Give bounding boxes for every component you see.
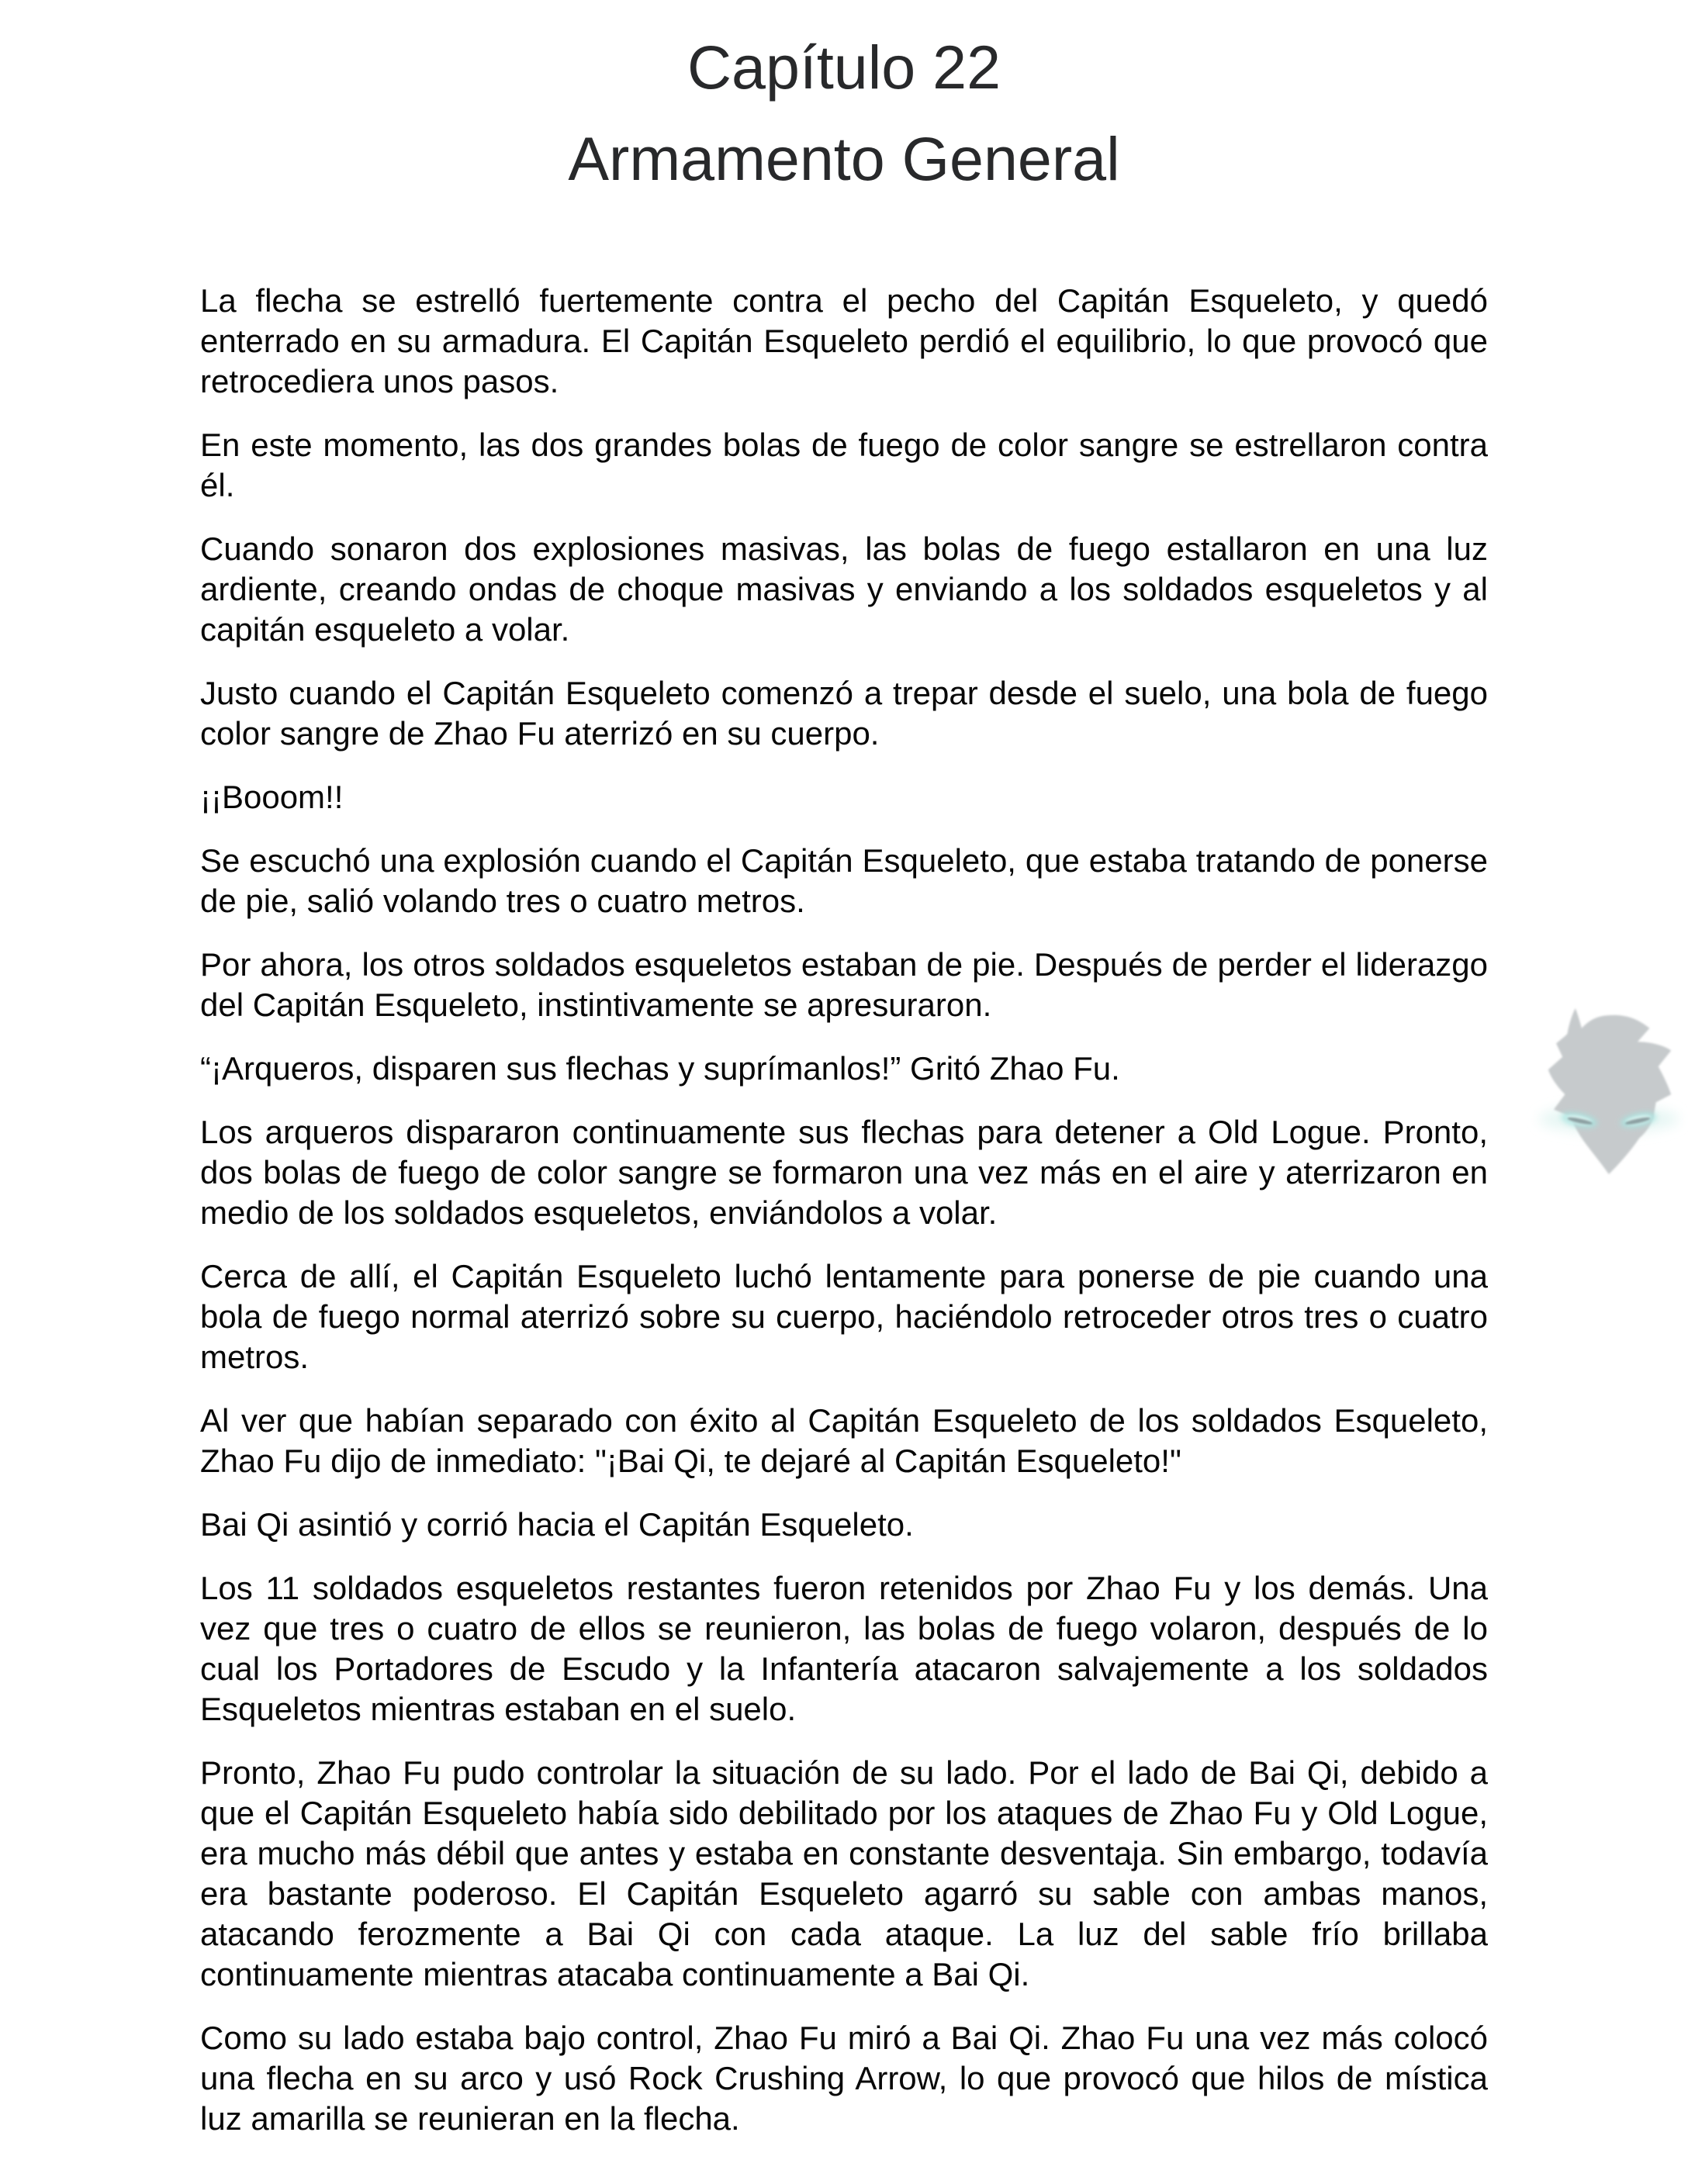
demon-head-icon bbox=[1545, 1007, 1676, 1174]
chapter-header bbox=[200, 0, 1488, 205]
paragraph-14: Pronto, Zhao Fu pudo controlar la situación de su lado. Por el lado de Bai Qi, debido a que el Capitán Esqueleto había sido debilitado por los ataques de Zhao Fu y Old Logue, era mucho más débil que antes y estaba en constante desventaja. Sin embargo, todavía era bastante poderoso. El Capitán Esqueleto agarró su sable con ambas manos, atacando ferozmente a Bai Qi con cada ataque. La luz del sable frío brillaba continuamente mientras atacaba continuamente a Bai Qi. bbox=[200, 1754, 1488, 1992]
left-eye-icon bbox=[1560, 1110, 1599, 1130]
chapter-body bbox=[200, 281, 1488, 2139]
document-page bbox=[200, 0, 1488, 2139]
paragraph-1: La flecha se estrelló fuertemente contra el pecho del Capitán Esqueleto, y quedó enterrado en su armadura. El Capitán Esqueleto perdió el equilibrio, lo que provocó que retrocediera unos pasos. bbox=[200, 282, 1488, 399]
paragraph-12: Bai Qi asintió y corrió hacia el Capitán Esqueleto. bbox=[200, 1506, 914, 1543]
paragraph-15: Como su lado estaba bajo control, Zhao Fu miró a Bai Qi. Zhao Fu una vez más colocó una flecha en su arco y usó Rock Crushing Arrow, lo que provocó que hilos de mística luz amarilla se reunieran en la flecha. bbox=[200, 2020, 1488, 2137]
paragraph-10: Cerca de allí, el Capitán Esqueleto luchó lentamente para ponerse de pie cuando una bola de fuego normal aterrizó sobre su cuerpo, haciéndolo retroceder otros tres o cuatro metros. bbox=[200, 1258, 1488, 1375]
demon-watermark bbox=[1545, 1007, 1676, 1174]
chapter-number-title: Capítulo 22 bbox=[687, 33, 1001, 102]
paragraph-6: Se escuchó una explosión cuando el Capitán Esqueleto, que estaba tratando de ponerse de pie, salió volando tres o cuatro metros. bbox=[200, 842, 1488, 919]
paragraph-2: En este momento, las dos grandes bolas de fuego de color sangre se estrellaron contra él. bbox=[200, 427, 1488, 503]
paragraph-3: Cuando sonaron dos explosiones masivas, las bolas de fuego estallaron en una luz ardiente, creando ondas de choque masivas y enviando a los soldados esqueletos y al capitán esqueleto a volar. bbox=[200, 530, 1488, 648]
eye-glow-band bbox=[1538, 1106, 1679, 1133]
paragraph-5: ¡¡Booom!! bbox=[200, 779, 344, 815]
paragraph-7: Por ahora, los otros soldados esqueletos estaban de pie. Después de perder el liderazgo del Capitán Esqueleto, instintivamente se apresuraron. bbox=[200, 946, 1488, 1023]
paragraph-13: Los 11 soldados esqueletos restantes fueron retenidos por Zhao Fu y los demás. Una vez que tres o cuatro de ellos se reunieron, las bolas de fuego volaron, después de lo cual los Portadores de Escudo y la Infantería atacaron salvajemente a los soldados Esqueletos mientras estaban en el suelo. bbox=[200, 1570, 1488, 1727]
paragraph-4: Justo cuando el Capitán Esqueleto comenzó a trepar desde el suelo, una bola de fuego color sangre de Zhao Fu aterrizó en su cuerpo. bbox=[200, 675, 1488, 752]
paragraph-9: Los arqueros dispararon continuamente sus flechas para detener a Old Logue. Pronto, dos bolas de fuego de color sangre se formaron una vez más en el aire y aterrizaron en medio de los soldados esqueletos, enviándolos a volar. bbox=[200, 1114, 1488, 1231]
paragraph-8: “¡Arqueros, disparen sus flechas y suprímanlos!” Gritó Zhao Fu. bbox=[200, 1050, 1120, 1087]
right-eye-icon bbox=[1619, 1110, 1658, 1130]
chapter-name-title: Armamento General bbox=[568, 124, 1120, 193]
demon-head-silhouette bbox=[1548, 1008, 1671, 1174]
paragraph-11: Al ver que habían separado con éxito al Capitán Esqueleto de los soldados Esqueleto, Zhao Fu dijo de inmediato: "¡Bai Qi, te dejaré al Capitán Esqueleto!" bbox=[200, 1402, 1488, 1479]
